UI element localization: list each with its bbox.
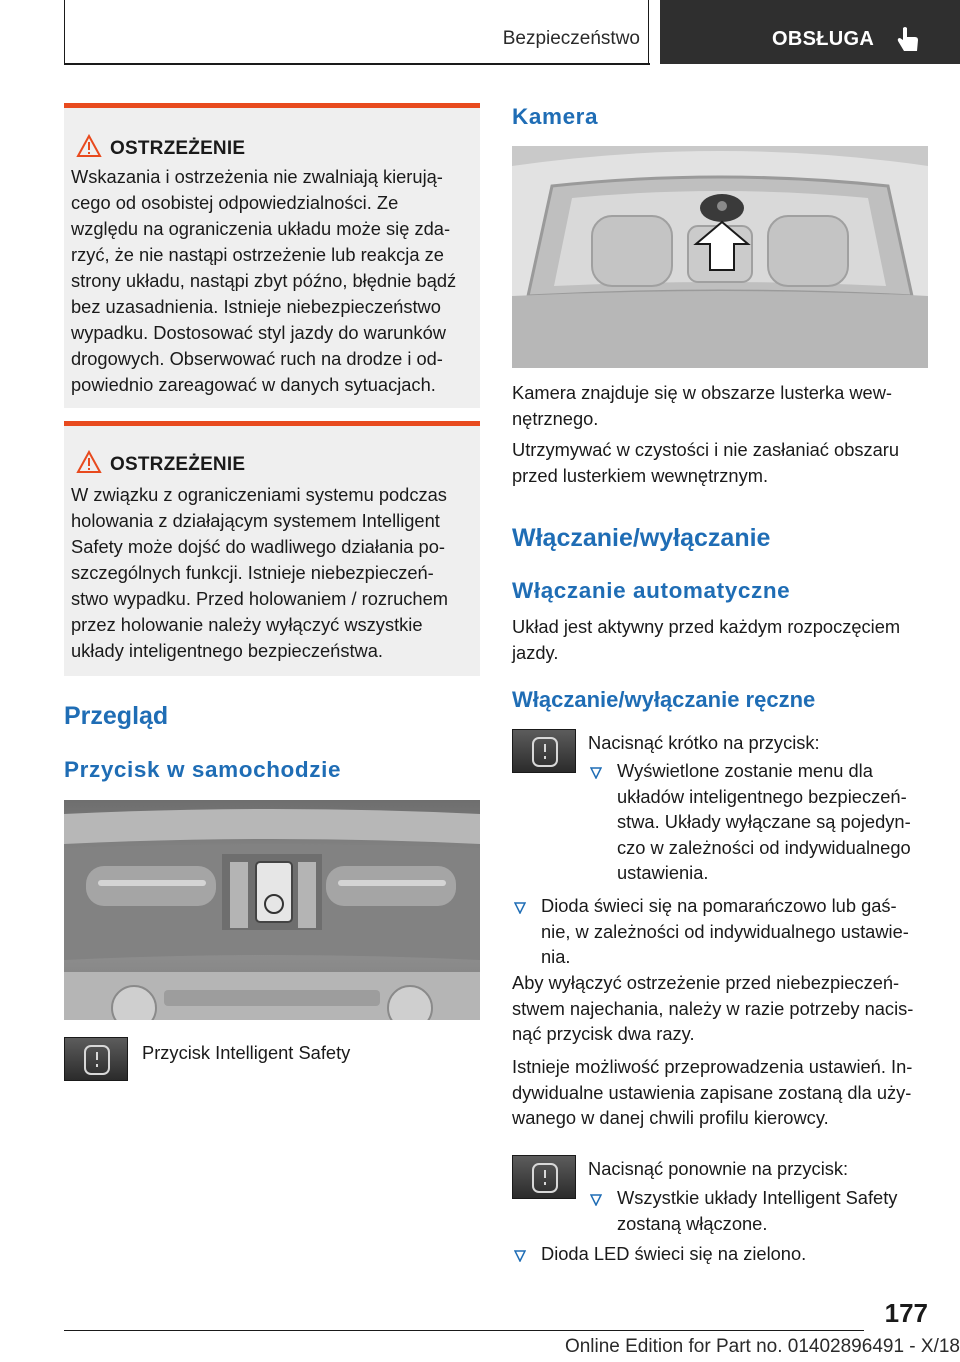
camera-paragraph-2: Utrzymywać w czystości i nie zasłaniać obszaru przed lusterkiem wewnętrznym.	[512, 439, 900, 486]
press-again-text: Nacisnąć ponownie na przycisk:	[588, 1158, 849, 1179]
warning-title: OSTRZEŻENIE	[110, 138, 246, 159]
warning-box-1	[64, 103, 480, 408]
settings-paragraph: Istnieje możliwość przeprowadzenia ustawień. In‐ dywidualne ustawienia zapisane zostaną dla uży‐ wanego w danej chwili profilu kierowcy.	[512, 1056, 913, 1128]
camera-location-image	[512, 146, 928, 368]
intelligent-safety-button-icon	[512, 1155, 576, 1199]
dashboard-button-image	[64, 800, 480, 1020]
bullet-triangle-icon	[590, 767, 602, 779]
warning-text: W związku z ograniczeniami systemu podczas holowania z działającym systemem Intelligent Safety może dojść do wadliwego działania po‐ szczególnych funkcji. Istnieje niebezpieczeń‐ stwo wypadku. Przed holowaniem / rozruchem przez holowanie należy wyłączyć wszystkie układy inteligentnego bezpieczeństwa.	[71, 484, 448, 661]
bullet-triangle-icon	[514, 1250, 526, 1262]
header-mid-rule	[648, 0, 649, 64]
bullet-menu: Wyświetlone zostanie menu dla układów inteligentnego bezpieczeń‐ stwa. Układy wyłączane są pojedyn‐ czo w zależności od indywidualnego ustawienia.	[617, 760, 911, 883]
intelligent-safety-button-icon	[512, 729, 576, 773]
page-number: 177	[884, 1298, 928, 1328]
hand-pointer-icon	[895, 26, 921, 54]
button-caption: Przycisk Intelligent Safety	[142, 1042, 351, 1063]
header-section-title: Bezpieczeństwo	[502, 28, 640, 49]
bullet-triangle-icon	[590, 1194, 602, 1206]
disable-paragraph: Aby wyłączyć ostrzeżenie przed niebezpieczeń‐ stwem najechania, należy w razie potrzeby nacis‐ nąć przycisk dwa razy.	[512, 972, 914, 1044]
footer-rule	[64, 1330, 864, 1331]
heading-on-off: Włączanie/wyłączanie	[512, 524, 771, 552]
warning-text: Wskazania i ostrzeżenia nie zwalniają kierują‐ cego od osobistej odpowiedzialności. Ze względu na ograniczenia układu może się zda‐ rzyć, że nie nastąpi ostrzeżenie lub reakcja ze strony układu, nastąpi zbyt późno, błędnie bądź bez uzasadnienia. Istnieje niebezpieczeństwo wypadku. Dostosować styl jazdy do warunków drogowych. Obserwować ruch na drodze i od‐ powiednio zareagować w danych sytuacjach.	[71, 166, 457, 395]
bullet-led-green: Dioda LED świeci się na zielono.	[541, 1243, 807, 1264]
warning-triangle-icon	[76, 134, 102, 158]
header-tab-label[interactable]: OBSŁUGA	[772, 28, 875, 50]
warning-box-2	[64, 421, 480, 676]
heading-overview: Przegląd	[64, 702, 169, 730]
heading-automatic: Włączanie automatyczne	[512, 578, 791, 603]
intelligent-safety-button-icon	[64, 1037, 128, 1081]
automatic-paragraph: Układ jest aktywny przed każdym rozpoczęciem jazdy.	[512, 616, 901, 663]
bullet-led-orange: Dioda świeci się na pomarańczowo lub gaś‐ nie, w zależności od indywidualnego ustawie‐ nia.	[541, 895, 909, 967]
press-short-text: Nacisnąć krótko na przycisk:	[588, 732, 820, 753]
heading-camera: Kamera	[512, 104, 599, 129]
header-left-rule	[64, 0, 65, 64]
warning-title: OSTRZEŻENIE	[110, 454, 246, 475]
warning-triangle-icon	[76, 450, 102, 474]
heading-button-in-car: Przycisk w samochodzie	[64, 757, 342, 782]
heading-manual: Włączanie/wyłączanie ręczne	[512, 687, 816, 712]
camera-paragraph-1: Kamera znajduje się w obszarze lusterka wew‐ nętrznego.	[512, 382, 893, 429]
header-bottom-rule	[64, 63, 650, 65]
bullet-all-on: Wszystkie układy Intelligent Safety zostaną włączone.	[617, 1187, 898, 1234]
bullet-triangle-icon	[514, 902, 526, 914]
footer-edition: Online Edition for Part no. 01402896491 - X/18	[564, 1336, 960, 1357]
